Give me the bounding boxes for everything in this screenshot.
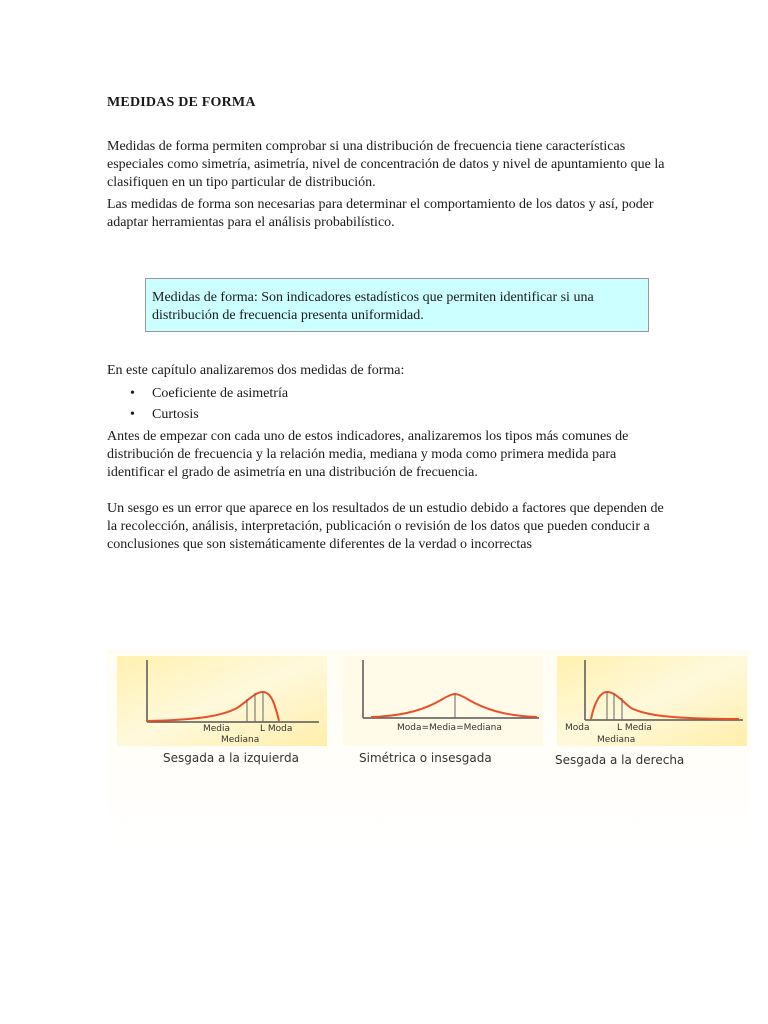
right-caption: Sesgada a la derecha xyxy=(555,753,685,767)
center-caption: Simétrica o insesgada xyxy=(359,751,492,765)
paragraph-purpose: Las medidas de forma son necesarias para determinar el comportamiento de los datos y así, poder adaptar herramientas para el análisis probabilístico. xyxy=(107,197,654,230)
left-caption: Sesgada a la izquierda xyxy=(163,751,299,765)
right-label-media: L Media xyxy=(617,723,652,733)
paragraph-chapter: En este capítulo analizaremos dos medidas de forma: xyxy=(107,363,405,378)
page-title: MEDIDAS DE FORMA xyxy=(107,95,256,110)
paragraph-intro: Medidas de forma permiten comprobar si una distribución de frecuencia tiene características especiales como simetría, asimetría, nivel de concentración de datos y nivel de apuntamiento que la clasifiquen en un tipo particular de distribución. xyxy=(107,139,665,190)
right-label-mediana: Mediana xyxy=(597,735,636,745)
definition-callout: Medidas de forma: Son indicadores estadísticos que permiten identificar si una distribución de frecuencia presenta uniformidad. xyxy=(145,278,649,332)
right-label-moda: Moda xyxy=(565,723,590,733)
paragraph-distribution: Antes de empezar con cada uno de estos indicadores, analizaremos los tipos más comunes de distribución de frecuencia y la relación media, mediana y moda como primera medida para identificar el grado de asimetría en una distribución de frecuencia. xyxy=(107,429,629,480)
skewness-figure xyxy=(107,650,749,860)
paragraph-bias: Un sesgo es un error que aparece en los resultados de un estudio debido a factores que dependen de la recolección, análisis, interpretación, publicación o revisión de los datos que pueden conducir a conclusiones que son sistemáticamente diferentes de la verdad o incorrectas xyxy=(107,501,664,552)
list-item: • Coeficiente de asimetría xyxy=(128,383,288,404)
skewness-figure-svg xyxy=(107,650,749,860)
center-label-axis: Moda=Media=Mediana xyxy=(397,723,502,733)
list-item: • Curtosis xyxy=(128,404,288,425)
measures-list xyxy=(128,383,288,425)
left-label-moda: L Moda xyxy=(260,724,293,734)
left-label-media: Media xyxy=(203,724,231,734)
left-label-mediana: Mediana xyxy=(221,735,260,745)
